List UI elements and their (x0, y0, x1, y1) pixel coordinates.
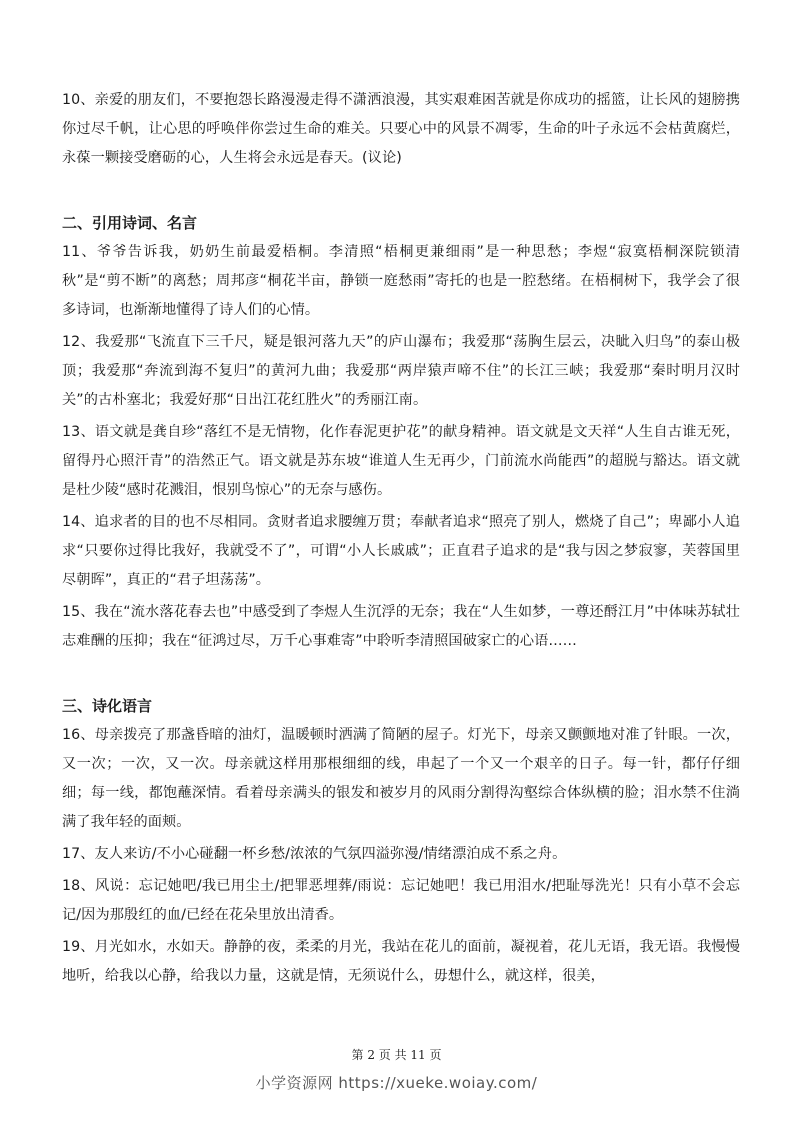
section-heading-poetic: 三、诗化语言 (62, 697, 153, 715)
document-body (62, 86, 740, 994)
paragraph-11: 11、爷爷告诉我，奶奶生前最爱梧桐。李清照“梧桐更兼细雨”是一种思愁；李煜“寂寞梧桐深院锁清秋”是“剪不断”的离愁；周邦彦“桐花半亩，静锁一庭愁雨”寄托的也是一腔愁绪。在梧桐树下，我学会了很多诗词，也渐渐地懂得了诗人们的心情。 (62, 244, 740, 318)
paragraph-13: 13、语文就是龚自珍“落红不是无情物，化作春泥更护花”的献身精神。语文就是文天祥“人生自古谁无死，留得丹心照汗青”的浩然正气。语文就是苏东坡“谁道人生无再少，门前流水尚能西”的超脱与豁达。语文就是杜少陵“感时花溅泪，恨别鸟惊心”的无奈与感伤。 (62, 424, 740, 498)
paragraph-18: 18、风说：忘记她吧/我已用尘土/把罪恶埋葬/雨说：忘记她吧！我已用泪水/把耻辱洗光！只有小草不会忘记/因为那殷红的血/已经在花朵里放出清香。 (62, 878, 740, 923)
paragraph-17: 17、友人来访/不小心碰翻一杯乡愁/浓浓的气氛四溢弥漫/情绪漂泊成不系之舟。 (62, 846, 567, 862)
section-heading-quotes: 二、引用诗词、名言 (62, 214, 198, 232)
paragraph-19: 19、月光如水，水如天。静静的夜，柔柔的月光，我站在花儿的面前，凝视着，花儿无语，我无语。我慢慢地听，给我以心静，给我以力量，这就是情，无须说什么，毋想什么，就这样，很美， (62, 939, 740, 984)
paragraph-10: 10、亲爱的朋友们，不要抱怨长路漫漫走得不潇洒浪漫，其实艰难困苦就是你成功的摇篮，让长风的翅膀携你过尽千帆，让心思的呼唤伴你尝过生命的难关。只要心中的风景不凋零，生命的叶子永远不会枯黄腐烂，永葆一颗接受磨砺的心，人生将会永远是春天。(议论) (62, 92, 740, 166)
watermark-text: 小学资源网 https://xueke.woiay.com/ (255, 1074, 538, 1092)
paragraph-12: 12、我爱那“飞流直下三千尺，疑是银河落九天”的庐山瀑布；我爱那“荡胸生层云，决眦入归鸟”的泰山极顶；我爱那“奔流到海不复归”的黄河九曲；我爱那“两岸猿声啼不住”的长江三峡；我爱那“秦时明月汉时关”的古朴塞北；我爱好那“日出江花红胜火”的秀丽江南。 (62, 334, 740, 408)
paragraph-14: 14、追求者的目的也不尽相同。贪财者追求腰缠万贯；奉献者追求“照亮了别人，燃烧了自己”；卑鄙小人追求“只要你过得比我好，我就受不了”，可谓“小人长戚戚”；正直君子追求的是“我与因之梦寂寥，芙蓉国里尽朝晖”，真正的“君子坦荡荡”。 (62, 514, 740, 588)
page-number: 第 2 页 共 11 页 (351, 1048, 442, 1062)
paragraph-16: 16、母亲拨亮了那盏昏暗的油灯，温暖顿时洒满了简陋的屋子。灯光下，母亲又颤颤地对准了针眼。一次，又一次；一次，又一次。母亲就这样用那根细细的线，串起了一个又一个艰辛的日子。每一针，都仔仔细细；每一线，都饱蘸深情。看着母亲满头的银发和被岁月的风雨分割得沟壑综合体纵横的脸；泪水禁不住淌满了我年轻的面颊。 (62, 727, 740, 830)
paragraph-15: 15、我在“流水落花春去也”中感受到了李煜人生沉浮的无奈；我在“人生如梦，一尊还酹江月”中体味苏轼壮志难酬的压抑；我在“征鸿过尽，万千心事难寄”中聆听李清照国破家亡的心语…… (62, 604, 740, 649)
